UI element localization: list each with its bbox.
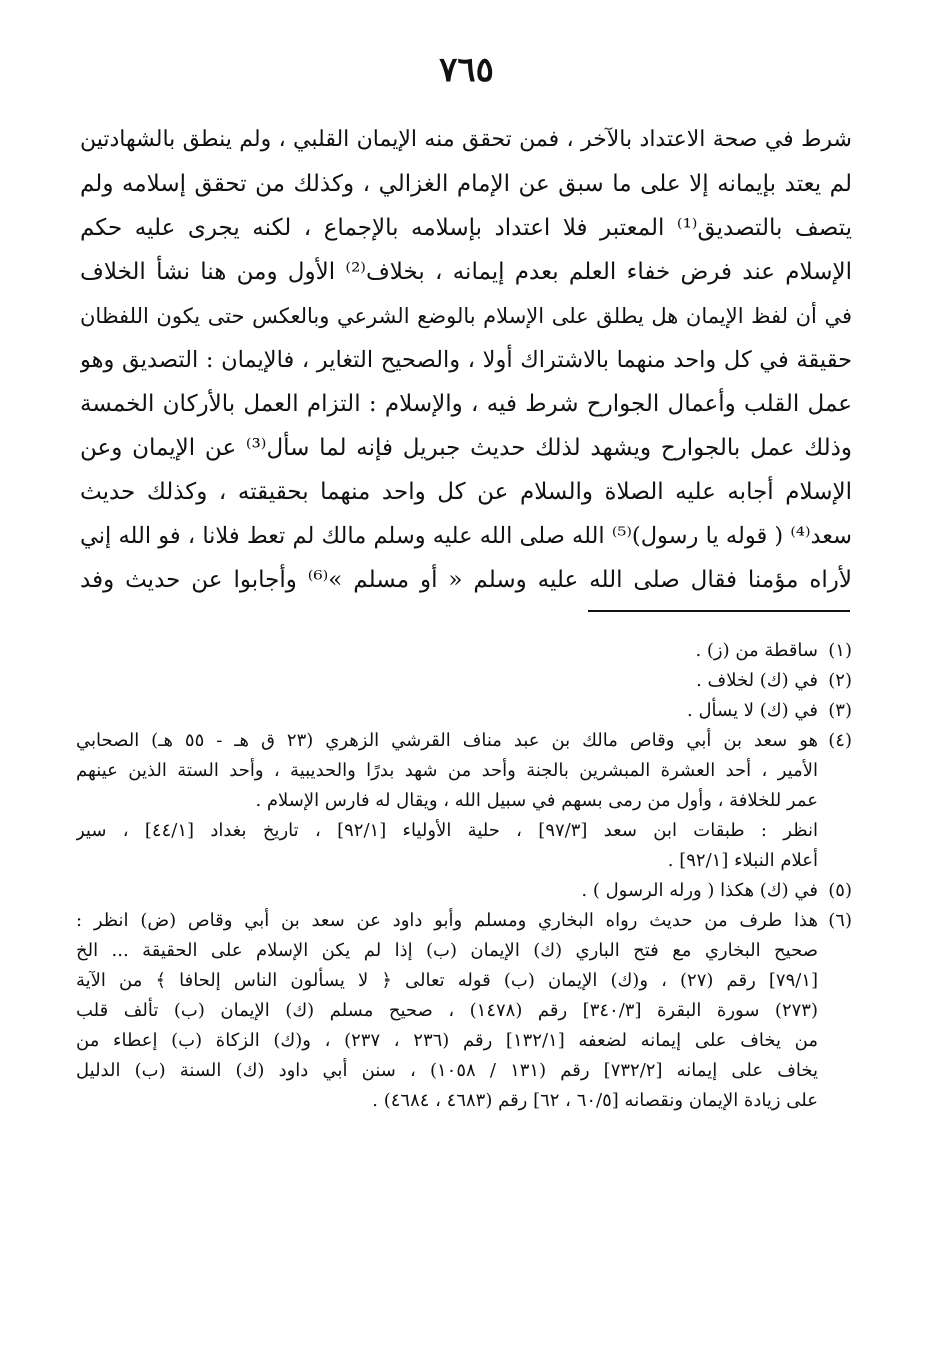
footnote-body [76, 906, 818, 1116]
footnote-line: من يخاف على إيمانه لضعفه [١٣٢/١] رقم (٢٣٦ ، ٢٣٧) ، و(ك) الزكاة (ب) إعطاء من [76, 1030, 818, 1051]
footnote-2 [76, 666, 852, 696]
footnote-line: يخاف على إيمانه [٧٣٢/٢] رقم (١٣١ / ١٠٥٨) ، سنن أبي داود (ك) السنة (ب) الدليل [76, 1060, 818, 1081]
footnote-5 [76, 876, 852, 906]
main-text-line: عمل القلب وأعمال الجوارح شرط فيه ، والإسلام : التزام العمل بالأركان الخمسة [80, 391, 852, 417]
footnote-body [76, 636, 818, 666]
main-text-line: الإسلام أجابه عليه الصلاة والسلام عن كل واحد منهما بحقيقته ، وكذلك حديث [80, 479, 852, 505]
footnote-line: الأمير ، أحد العشرة المبشرين بالجنة وأحد من شهد بدرًا والحديبية ، وأحد الستة الذين عينهم [76, 760, 818, 781]
footnote-line: في (ك) لخلاف . [696, 670, 818, 691]
main-text-line: في أن لفظ الإيمان هل يطلق على الإسلام بالوضع الشرعي وبالعكس حتى يكون اللفظان [80, 304, 852, 328]
footnote-number: (٢) [828, 670, 852, 691]
footnote-3 [76, 696, 852, 726]
footnote-line: هذا طرف من حديث رواه البخاري ومسلم وأبو داود عن سعد بن أبي وقاص (ض) انظر : [76, 910, 818, 931]
footnote-line: (٢٧٣) سورة البقرة [٣٤٠/٣] رقم (١٤٧٨) ، صحيح مسلم (ك) الإيمان (ب) تألف قلب [76, 1000, 818, 1021]
page-number: ٧٦٥ [439, 50, 494, 90]
footnotes [76, 636, 852, 1116]
footnote-number: (٣) [828, 700, 852, 721]
footnote-separator [588, 610, 850, 612]
footnote-line: في (ك) هكذا ( ورله الرسول ) . [581, 880, 818, 901]
footnote-body [76, 696, 818, 726]
main-text [80, 118, 852, 602]
footnote-number: (٦) [828, 910, 852, 931]
footnote-body [76, 666, 818, 696]
footnote-line: هو سعد بن أبي وقاص مالك بن عبد مناف القرشي الزهري (٢٣ ق هـ - ٥٥ هـ) الصحابي [76, 730, 818, 751]
footnote-4 [76, 726, 852, 876]
main-text-line: سعد⁽⁴⁾ ( قوله يا رسول)⁽⁵⁾ الله صلى الله عليه وسلم مالك لم تعط فلانا ، فو الله إني [80, 523, 852, 549]
footnote-6 [76, 906, 852, 1116]
footnote-line: في (ك) لا يسأل . [687, 700, 818, 721]
main-text-line: حقيقة في كل واحد منهما بالاشتراك أولا ، والصحيح التغاير ، فالإيمان : التصديق وهو [80, 347, 852, 373]
footnote-line: [٧٩/١] رقم (٢٧) ، و(ك) الإيمان (ب) قوله تعالى ﴿ لا يسألون الناس إلحافا ﴾ من الآية [76, 970, 818, 991]
footnote-line: صحيح البخاري مع فتح الباري (ك) الإيمان (ب) إذا لم يكن الإسلام على الحقيقة ... الخ [76, 940, 818, 961]
main-text-line: يتصف بالتصديق⁽¹⁾ المعتبر فلا اعتداد بإسلامه بالإجماع ، لكنه يجرى عليه حكم [80, 215, 852, 241]
footnote-body [76, 726, 818, 876]
footnote-line: ساقطة من (ز) . [695, 640, 818, 661]
footnote-1 [76, 636, 852, 666]
footnote-number: (١) [828, 640, 852, 661]
footnote-line: انظر : طبقات ابن سعد [٩٧/٣] ، حلية الأولياء [٩٢/١] ، تاريخ بغداد [٤٤/١] ، سير [76, 820, 818, 841]
footnote-body [76, 876, 818, 906]
main-text-line: شرط في صحة الاعتداد بالآخر ، فمن تحقق منه الإيمان القلبي ، ولم ينطق بالشهادتين [80, 127, 852, 152]
footnote-number: (٥) [828, 880, 852, 901]
footnote-line: على زيادة الإيمان ونقصانه [٦٠/٥ ، ٦٢] رقم (٤٦٨٣ ، ٤٦٨٤) . [372, 1090, 818, 1111]
footnote-line: عمر للخلافة ، وأول من رمى بسهم في سبيل الله ، ويقال له فارس الإسلام . [255, 790, 818, 811]
main-text-line: الإسلام عند فرض خفاء العلم بعدم إيمانه ، بخلاف⁽²⁾ الأول ومن هنا نشأ الخلاف [80, 259, 852, 285]
main-text-line: وذلك عمل بالجوارح ويشهد لذلك حديث جبريل فإنه لما سأل⁽³⁾ عن الإيمان وعن [80, 435, 852, 461]
main-text-line: لأراه مؤمنا فقال صلى الله عليه وسلم « أو مسلم »⁽⁶⁾ وأجابوا عن حديث وفد [80, 567, 852, 593]
footnote-number: (٤) [828, 730, 852, 751]
main-text-line: لم يعتد بإيمانه إلا على ما سبق عن الإمام الغزالي ، وكذلك من تحقق إسلامه ولم [80, 171, 852, 197]
footnote-line: أعلام النبلاء [٩٢/١] . [667, 850, 818, 871]
